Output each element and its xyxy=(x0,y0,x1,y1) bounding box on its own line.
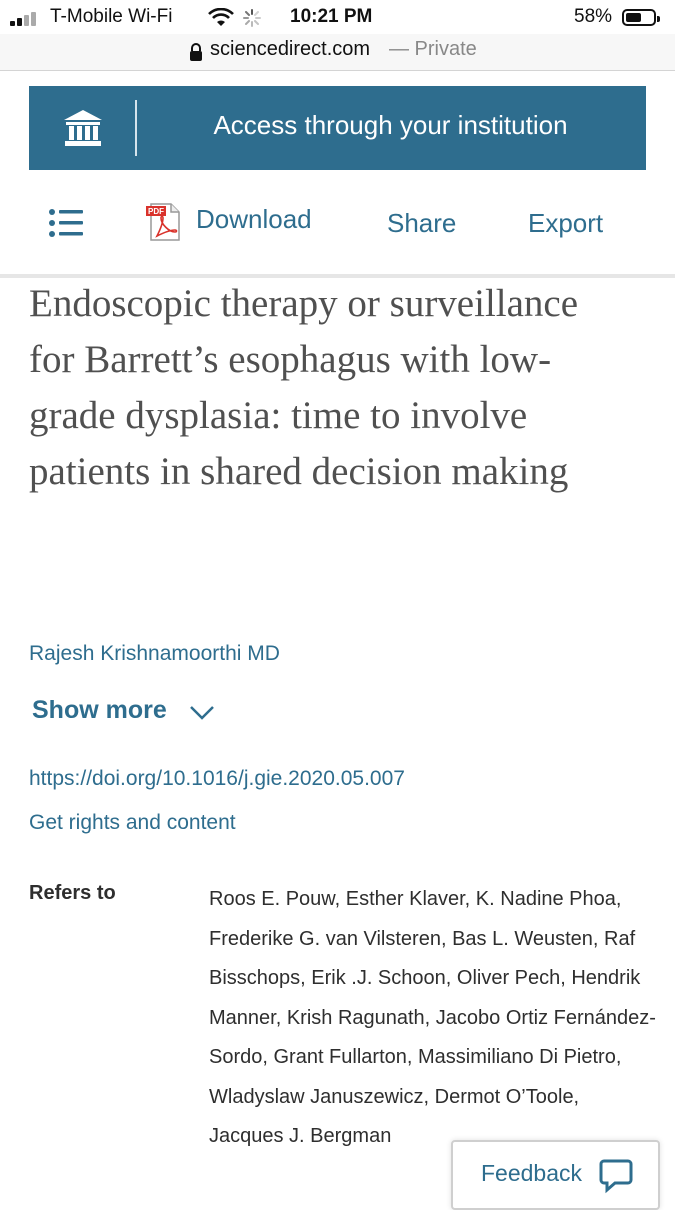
share-button[interactable]: Share xyxy=(387,208,457,238)
url-domain[interactable]: sciencedirect.com xyxy=(210,38,371,60)
chevron-down-icon xyxy=(188,702,216,722)
battery-percent: 58% xyxy=(574,6,613,27)
url-bar[interactable] xyxy=(0,34,675,71)
author-link[interactable]: Rajesh Krishnamoorthi MD xyxy=(29,642,280,665)
access-institution-button[interactable] xyxy=(29,86,646,170)
access-institution-label: Access through your institution xyxy=(213,110,568,140)
feedback-label: Feedback xyxy=(481,1160,583,1186)
refers-to-authors[interactable]: Roos E. Pouw, Esther Klaver, K. Nadine Phoa, Frederike G. van Vilsteren, Bas L. Weusten, Raf Bisschops, Erik .J. Schoon, Oliver Pech, Hendrik Manner, Krish Ragunath, Jacobo Ortiz Fernández-Sordo, Grant Fullarton, Massimiliano Di Pietro, Wladyslaw Januszewicz, Dermot O’Toole, Jacques J. Bergman xyxy=(209,888,656,1147)
export-button[interactable]: Export xyxy=(528,208,604,238)
institution-icon xyxy=(62,108,104,148)
chat-bubble-icon xyxy=(599,1158,633,1194)
svg-text:PDF: PDF xyxy=(148,207,164,216)
battery-icon xyxy=(622,9,656,26)
wifi-icon xyxy=(208,8,234,28)
show-more-button[interactable] xyxy=(32,696,167,725)
article-toolbar xyxy=(0,180,675,278)
article-title: Endoscopic therapy or surveillance for Barrett’s esophagus with low-grade dysplasia: time to involve patients in shared decision making xyxy=(29,282,579,493)
private-mode-label: — Private xyxy=(389,38,477,60)
doi-link[interactable]: https://doi.org/10.1016/j.gie.2020.05.007 xyxy=(29,767,405,790)
lock-icon xyxy=(188,42,204,62)
pdf-icon[interactable] xyxy=(145,202,183,242)
loading-spinner-icon xyxy=(242,8,262,28)
download-button[interactable]: Download xyxy=(196,204,312,234)
signal-icon xyxy=(10,10,44,26)
outline-list-icon[interactable] xyxy=(48,208,84,238)
clock: 10:21 PM xyxy=(290,6,373,27)
refers-to-label: Refers to xyxy=(29,882,116,904)
show-more-label: Show more xyxy=(32,696,167,724)
rights-link[interactable]: Get rights and content xyxy=(29,811,236,834)
status-bar xyxy=(0,0,675,36)
carrier-name: T-Mobile Wi-Fi xyxy=(50,6,173,27)
